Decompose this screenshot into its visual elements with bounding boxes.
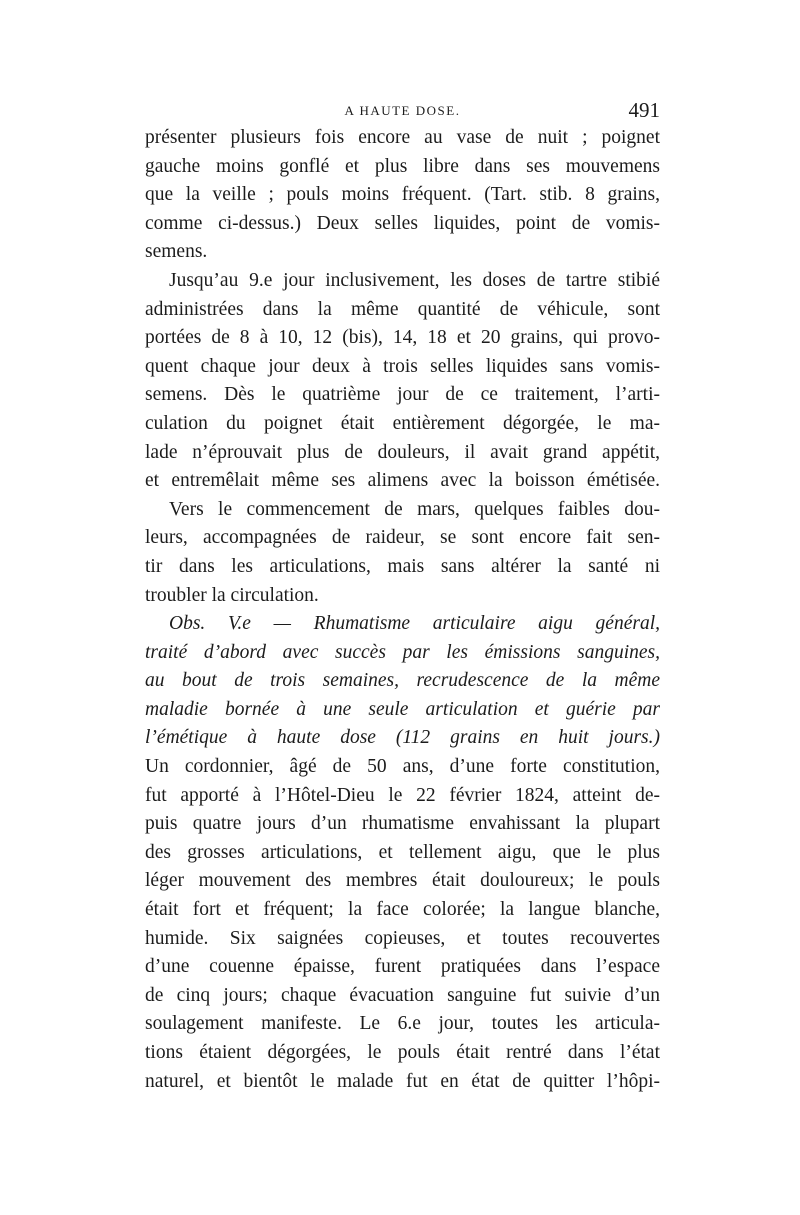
text-line: de cinq jours; chaque évacuation sanguine fut suivie d’un	[145, 984, 660, 1006]
text-line: naturel, et bientôt le malade fut en état de quitter l’hôpi-	[145, 1070, 660, 1092]
text-line: Jusqu’au 9.e jour inclusivement, les doses de tartre stibié	[169, 269, 660, 291]
text-line: d’une couenne épaisse, furent pratiquées dans l’espace	[145, 956, 660, 978]
text-line: présenter plusieurs fois encore au vase de nuit ; poignet	[145, 127, 660, 148]
observation-heading-line: maladie bornée à une seule articulation et guérie par	[145, 698, 660, 720]
observation-heading-line: au bout de trois semaines, recrudescence de la même	[145, 670, 660, 692]
text-line: gauche moins gonflé et plus libre dans ses mouvemens	[145, 155, 660, 177]
text-line: Vers le commencement de mars, quelques faibles dou-	[169, 498, 660, 520]
text-line: comme ci-dessus.) Deux selles liquides, point de vomis-	[145, 212, 660, 234]
text-line: tir dans les articulations, mais sans altérer la santé ni	[145, 555, 660, 577]
text-line: lade n’éprouvait plus de douleurs, il avait grand appétit,	[145, 441, 660, 463]
text-line: fut apporté à l’Hôtel-Dieu le 22 février 1824, atteint de-	[145, 784, 660, 806]
text-line: et entremêlait même ses alimens avec la boisson émétisée.	[145, 470, 660, 492]
text-line: administrées dans la même quantité de véhicule, sont	[145, 298, 660, 320]
text-line: semens. Dès le quatrième jour de ce traitement, l’arti-	[145, 384, 660, 406]
text-line: Un cordonnier, âgé de 50 ans, d’une forte constitution,	[145, 756, 660, 778]
running-head	[145, 100, 660, 124]
text-line: leurs, accompagnées de raideur, se sont encore fait sen-	[145, 527, 660, 549]
body-text	[145, 124, 660, 1096]
text-line: puis quatre jours d’un rhumatisme envahissant la plupart	[145, 813, 660, 835]
text-line: portées de 8 à 10, 12 (bis), 14, 18 et 20 grains, qui provo-	[145, 327, 660, 349]
text-line: léger mouvement des membres était douloureux; le pouls	[145, 870, 660, 892]
text-line: soulagement manifeste. Le 6.e jour, toutes les articula-	[145, 1013, 660, 1035]
observation-heading-line: l’émétique à haute dose (112 grains en huit jours.)	[145, 727, 660, 749]
text-line: quent chaque jour deux à trois selles liquides sans vomis-	[145, 355, 660, 377]
text-line: semens.	[145, 241, 208, 263]
text-line: troubler la circulation.	[145, 584, 319, 606]
observation-heading-line: Obs. V.e — Rhumatisme articulaire aigu général,	[169, 613, 660, 635]
text-line: des grosses articulations, et tellement aigu, que le plus	[145, 841, 660, 863]
text-line: que la veille ; pouls moins fréquent. (Tart. stib. 8 grains,	[145, 184, 660, 206]
running-title: A HAUTE DOSE.	[344, 103, 461, 118]
text-line: était fort et fréquent; la face colorée; la langue blanche,	[145, 899, 660, 921]
page-number: 491	[628, 98, 660, 122]
text-line: tions étaient dégorgées, le pouls était rentré dans l’état	[145, 1042, 660, 1063]
text-line: humide. Six saignées copieuses, et toutes recouvertes	[145, 927, 660, 949]
observation-heading-line: traité d’abord avec succès par les émissions sanguines,	[145, 641, 660, 663]
text-line: culation du poignet était entièrement dégorgée, le ma-	[145, 412, 660, 434]
